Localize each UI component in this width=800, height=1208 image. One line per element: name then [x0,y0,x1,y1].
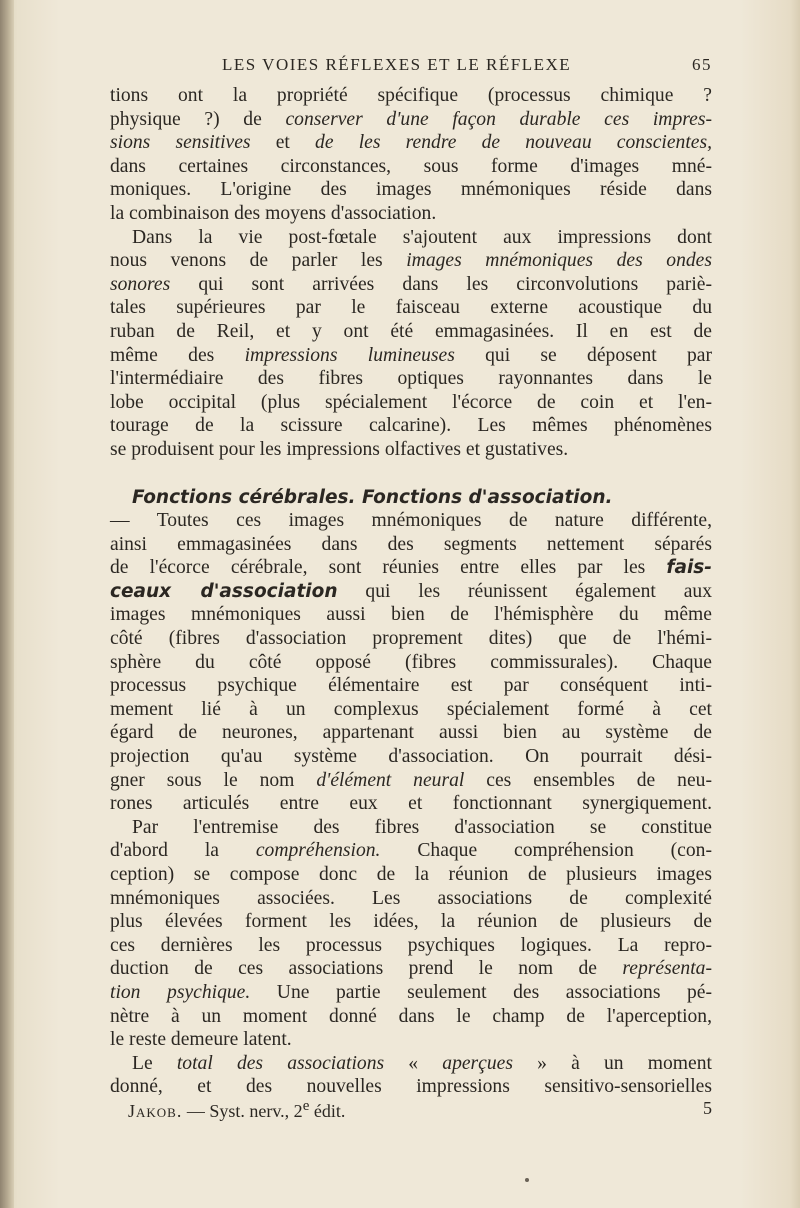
text-run: ruban de Reil, et y ont été emmagasinées. Il en est de [110,320,712,342]
text-run: — Toutes ces images mnémoniques de nature différente, [110,510,712,532]
text-line [110,320,712,344]
text-run: qui les réunissent également aux [337,580,712,602]
text-run: tourage de la scissure calcarine). Les mêmes phénomènes [110,415,712,437]
text-run: et [250,132,316,154]
text-line [110,863,712,887]
text-run: moniques. L'origine des images mnémoniques réside dans [110,179,712,201]
text-line [110,651,712,675]
bold-sans-run: fais- [666,557,712,579]
text-run: Chaque compréhension (con- [380,840,712,862]
text-line [110,745,712,769]
text-line [110,344,712,368]
text-run: qui se déposent par [454,344,712,366]
text-run: même des [110,344,245,366]
text-run: Par l'entremise des fibres d'association se constitue [132,816,712,838]
text-line [110,816,712,840]
text-line [110,580,712,604]
text-run: la combinaison des moyens d'association. [110,202,437,224]
bold-sans-run: Fonctions cérébrales. Fonctions d'association. [132,486,613,508]
text-run: se produisent pour les impressions olfactives et gustatives. [110,438,569,460]
italic-run: sonores [110,273,171,295]
text-run: Dans la vie post-fœtale s'ajoutent aux impressions dont [132,226,712,248]
text-run: physique ?) de [110,108,286,130]
text-line [110,84,712,108]
text-line [110,273,712,297]
text-run: ces ensembles de neu- [464,769,712,791]
text-run: égard de neurones, appartenant aussi bien au système de [110,722,712,744]
text-run: d'abord la [110,840,256,862]
text-line [110,603,712,627]
text-line [110,721,712,745]
edition-word: édit. [309,1101,346,1121]
text-line [110,226,712,250]
italic-run: d'élément neural [316,769,465,791]
text-run: nous venons de parler les [110,250,407,272]
text-run: « [384,1052,443,1074]
italic-run: impressions lumineuses [244,344,455,366]
text-run: ception) se compose donc de la réunion de plusieurs images [110,864,712,885]
italic-run: représenta- [622,958,712,980]
edition-sup: e [302,1098,310,1114]
italic-run: compréhension. [255,840,381,862]
text-run: de l'écorce cérébrale, sont réunies entre elles par les [110,557,667,579]
italic-run: images mnémoniques des ondes [406,250,712,272]
text-run: côté (fibres d'association proprement dites) que de l'hémi- [110,628,712,650]
text-run: tales supérieures par le faisceau externe acoustique du [110,297,712,319]
text-run: lobe occipital (plus spécialement l'écorce de coin et l'en- [110,391,712,413]
text-line [110,108,712,132]
author-name: Jakob. [128,1101,183,1121]
text-run: ainsi emmagasinées dans des segments nettement séparés [110,533,712,555]
text-line [110,178,712,202]
page-number: 65 [692,55,712,74]
section-gap [110,462,712,486]
bold-sans-run: ceaux d'association [110,580,338,602]
text-line [110,438,712,462]
text-run: qui sont arrivées dans les circonvolutions pariè- [170,273,712,295]
text-line [110,981,712,1005]
italic-run: de les rendre de nouveau conscientes, [315,132,713,154]
text-run: dans certaines circonstances, sous forme d'images mné- [110,155,712,177]
text-run: sphère du côté opposé (fibres commissurales). Chaque [110,651,712,673]
text-line [110,957,712,981]
text-line [110,1052,712,1076]
text-run: duction de ces associations prend le nom de [110,958,623,980]
text-line [110,792,712,816]
text-line [110,1075,712,1099]
text-line [110,769,712,793]
ink-speck [525,1178,529,1182]
running-header [110,55,712,81]
text-line [110,296,712,320]
text-run: processus psychique élémentaire est par conséquent inti- [110,675,712,697]
text-line [110,202,712,226]
text-run: mement lié à un complexus spécialement formé à cet [110,698,712,720]
body-text [110,84,712,1099]
text-run: gner sous le nom [110,769,317,791]
signature-line [128,1098,345,1122]
text-run: l'intermédiaire des fibres optiques rayonnantes dans le [110,368,712,390]
text-line [110,131,712,155]
text-line [110,934,712,958]
text-line [110,509,712,533]
text-line [110,533,712,557]
text-line [110,1005,712,1029]
signature-footer [110,1098,712,1122]
text-line [110,556,712,580]
book-spine-shadow [0,0,14,1208]
text-run: donné, et des nouvelles impressions sensitivo-sensorielles [110,1076,712,1098]
section-heading [110,486,712,510]
text-line [110,910,712,934]
text-run: plus élevées forment les idées, la réunion de plusieurs de [110,911,712,933]
text-run: nètre à un moment donné dans le champ de l'aperception, [110,1005,712,1027]
italic-run: sions sensitives [110,132,251,154]
text-run: rones articulés entre eux et fonctionnant synergiquement. [110,793,712,815]
text-run: mnémoniques associées. Les associations de complexité [110,887,712,909]
text-line [110,627,712,651]
text-run: Une partie seulement des associations pé- [250,981,712,1003]
text-line [110,249,712,273]
text-line [110,155,712,179]
text-run: le reste demeure latent. [110,1029,292,1051]
italic-run: tion psychique. [110,981,251,1003]
italic-run: conserver d'une façon durable ces impres- [285,108,712,130]
text-line [110,414,712,438]
italic-run: aperçues [442,1052,513,1074]
text-run: ces dernières les processus psychiques logiques. La repro- [110,934,712,956]
text-line [110,391,712,415]
text-run: projection qu'au système d'association. On pourrait dési- [110,746,712,768]
text-line [110,698,712,722]
running-title: LES VOIES RÉFLEXES ET LE RÉFLEXE [222,55,572,74]
text-run: tions ont la propriété spécifique (processus chimique ? [110,85,712,106]
text-run: » à un moment [513,1052,712,1074]
text-line [110,367,712,391]
text-line [110,839,712,863]
text-line [110,674,712,698]
work-title: — Syst. nerv., 2 [182,1101,303,1121]
text-line [110,1028,712,1052]
signature-number: 5 [703,1098,712,1118]
italic-run: total des associations [176,1052,385,1074]
text-run: images mnémoniques aussi bien de l'hémisphère du même [110,604,712,626]
text-run: Le [132,1052,177,1074]
text-line [110,887,712,911]
